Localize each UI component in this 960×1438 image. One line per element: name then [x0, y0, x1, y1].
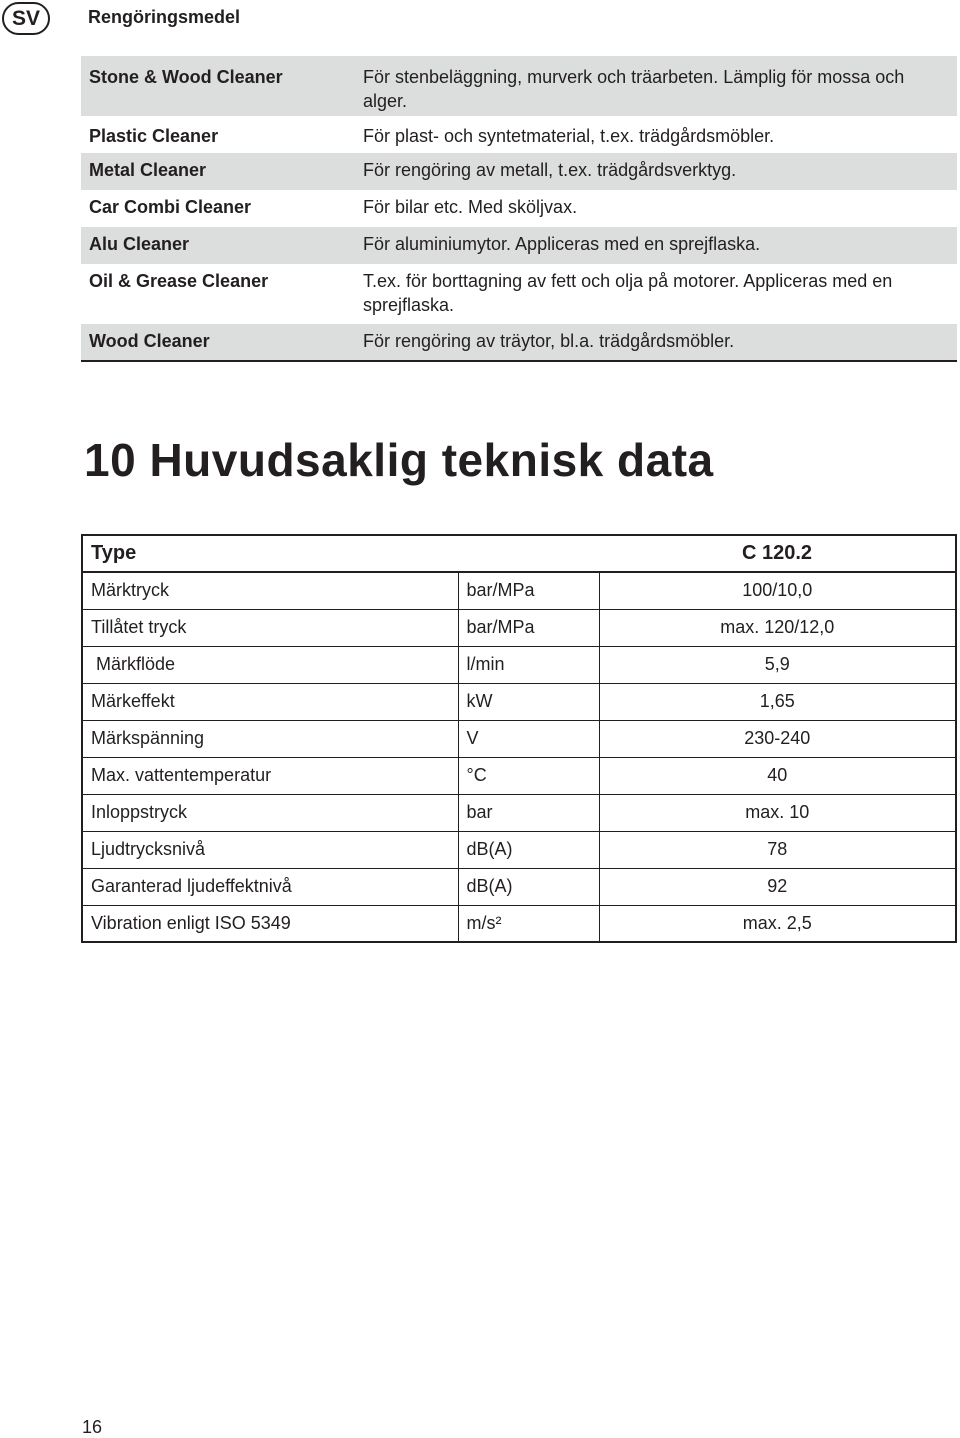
- cleaner-description: T.ex. för borttagning av fett och olja på motorer. Appliceras med en sprejflaska.: [363, 271, 893, 315]
- cleaner-row: [81, 190, 957, 227]
- spec-unit: l/min: [458, 646, 599, 683]
- spec-unit: °C: [458, 757, 599, 794]
- page-number: 16: [82, 1417, 103, 1437]
- cleaner-row: [81, 116, 957, 153]
- cleaner-name: Stone & Wood Cleaner: [81, 56, 363, 116]
- table-row: [82, 646, 956, 683]
- table-row: [82, 609, 956, 646]
- cleaner-name: Wood Cleaner: [81, 324, 363, 361]
- spec-label: Garanterad ljudeffektnivå: [82, 868, 458, 905]
- spec-label: Inloppstryck: [82, 794, 458, 831]
- table-row: [82, 831, 956, 868]
- spec-value: 92: [599, 868, 956, 905]
- cleaner-description: För rengöring av metall, t.ex. trädgårdsverktyg.: [363, 153, 957, 190]
- spec-value: max. 2,5: [599, 905, 956, 942]
- spec-value: 78: [599, 831, 956, 868]
- header-spacer: [458, 535, 599, 572]
- cleaner-row: [81, 264, 957, 324]
- cleaner-name: Plastic Cleaner: [89, 126, 219, 146]
- cleaner-row: [81, 324, 957, 361]
- cleaners-table: [81, 56, 957, 362]
- spec-unit: m/s²: [458, 905, 599, 942]
- technical-data-table: [81, 534, 957, 943]
- spec-unit: dB(A): [458, 831, 599, 868]
- cleaner-row: [81, 153, 957, 190]
- spec-label: Märkflöde: [82, 646, 458, 683]
- spec-label: Max. vattentemperatur: [82, 757, 458, 794]
- cleaner-name: Car Combi Cleaner: [89, 197, 252, 217]
- spec-unit: bar/MPa: [458, 609, 599, 646]
- table-row: [82, 683, 956, 720]
- spec-label: Vibration enligt ISO 5349: [82, 905, 458, 942]
- spec-unit: bar/MPa: [458, 572, 599, 609]
- cleaner-name: Oil & Grease Cleaner: [89, 271, 269, 291]
- spec-unit: dB(A): [458, 868, 599, 905]
- table-row: [82, 905, 956, 942]
- cleaner-description: För stenbeläggning, murverk och träarbeten. Lämplig för mossa och alger.: [363, 56, 957, 116]
- spec-label: Ljudtrycksnivå: [82, 831, 458, 868]
- table-row: [82, 757, 956, 794]
- spec-value: max. 120/12,0: [599, 609, 956, 646]
- cleaner-description: För plast- och syntetmaterial, t.ex. trädgårdsmöbler.: [363, 126, 775, 146]
- cleaner-description: För aluminiumytor. Appliceras med en sprejflaska.: [363, 227, 957, 264]
- spec-unit: kW: [458, 683, 599, 720]
- type-label: Type: [82, 535, 458, 572]
- language-badge: SV: [2, 2, 50, 35]
- cleaner-name: Alu Cleaner: [81, 227, 363, 264]
- spec-unit: V: [458, 720, 599, 757]
- spec-value: max. 10: [599, 794, 956, 831]
- cleaner-name: Metal Cleaner: [81, 153, 363, 190]
- table-header-row: [82, 535, 956, 572]
- spec-label: Tillåtet tryck: [82, 609, 458, 646]
- spec-value: 40: [599, 757, 956, 794]
- spec-value: 5,9: [599, 646, 956, 683]
- table-row: [82, 572, 956, 609]
- spec-label: Märkeffekt: [82, 683, 458, 720]
- spec-value: 1,65: [599, 683, 956, 720]
- table-row: [82, 720, 956, 757]
- section-title: 10 Huvudsaklig teknisk data: [84, 434, 714, 486]
- section-header: Rengöringsmedel: [88, 7, 241, 27]
- spec-value: 100/10,0: [599, 572, 956, 609]
- table-row: [82, 794, 956, 831]
- spec-label: Märkspänning: [82, 720, 458, 757]
- cleaner-row: [81, 56, 957, 116]
- spec-label: Märktryck: [82, 572, 458, 609]
- cleaner-description: För rengöring av träytor, bl.a. trädgårdsmöbler.: [363, 324, 957, 361]
- cleaner-description: För bilar etc. Med sköljvax.: [363, 197, 578, 217]
- table-row: [82, 868, 956, 905]
- spec-value: 230-240: [599, 720, 956, 757]
- spec-unit: bar: [458, 794, 599, 831]
- model-label: C 120.2: [599, 535, 956, 572]
- cleaner-row: [81, 227, 957, 264]
